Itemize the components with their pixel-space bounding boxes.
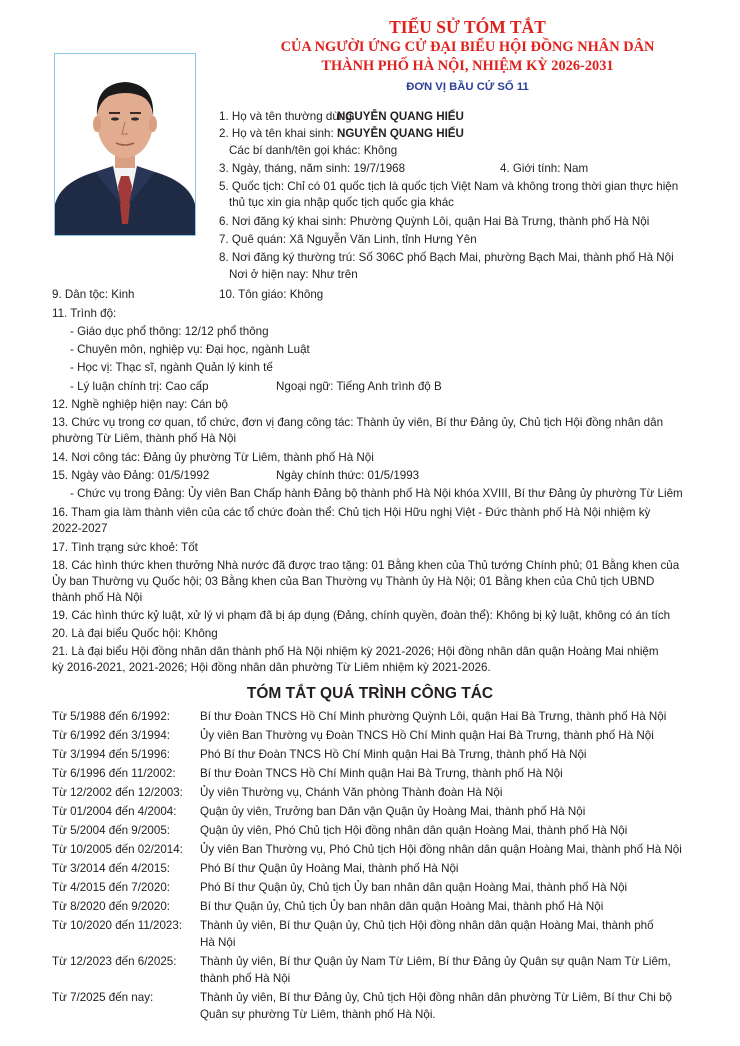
field-organizations-cont: 2022-2027 <box>52 522 108 535</box>
field-birth-name-value: NGUYỄN QUANG HIẾU <box>337 127 464 140</box>
career-description-line: Quận ủy viên, Trưởng ban Dân vận Quận ủy Hoàng Mai, thành phố Hà Nội <box>200 805 586 818</box>
document-title: TIỂU SỬ TÓM TẮT <box>389 17 546 37</box>
career-period: Từ 01/2004 đến 4/2004: <box>52 805 177 818</box>
field-council-delegate: 21. Là đại biểu Hội đồng nhân dân thành phố Hà Nội nhiệm kỳ 2021-2026; Hội đồng nhân dân quận Hoàng Mai nhiệm <box>52 645 659 658</box>
field-nationality: 5. Quốc tịch: Chỉ có 01 quốc tịch là quốc tịch Việt Nam và không trong thời gian thực hiện <box>219 180 679 193</box>
career-description-line: Quân sự phường Từ Liêm, thành phố Hà Nội. <box>200 1008 436 1021</box>
career-description <box>200 803 702 820</box>
career-row <box>52 898 702 915</box>
career-description <box>200 898 702 915</box>
career-period: Từ 6/1996 đến 11/2002: <box>52 767 176 780</box>
career-description <box>200 841 702 858</box>
career-description-line: Hà Nội <box>200 936 236 949</box>
career-description <box>200 708 702 725</box>
career-description-line: Bí thư Đoàn TNCS Hồ Chí Minh quận Hai Bà Trưng, thành phố Hà Nội <box>200 767 563 780</box>
career-period: Từ 5/2004 đến 9/2005: <box>52 824 170 837</box>
field-awards: 18. Các hình thức khen thưởng Nhà nước đã được trao tặng: 01 Bằng khen của Thủ tướng Chính phủ; 01 Bằng khen của <box>52 559 680 572</box>
career-description <box>200 989 702 1023</box>
career-row <box>52 746 702 763</box>
career-description-line: Ủy viên Thường vụ, Chánh Văn phòng Thành đoàn Hà Nội <box>200 786 503 799</box>
career-row <box>52 822 702 839</box>
career-row <box>52 727 702 744</box>
career-row <box>52 784 702 801</box>
career-period: Từ 12/2002 đến 12/2003: <box>52 786 183 799</box>
career-period: Từ 3/1994 đến 5/1996: <box>52 748 170 761</box>
career-row <box>52 765 702 782</box>
field-workplace: 14. Nơi công tác: Đảng ủy phường Từ Liêm, thành phố Hà Nội <box>52 451 374 464</box>
field-edu-degree: - Học vị: Thạc sĩ, ngành Quản lý kinh tế <box>70 361 273 374</box>
career-row <box>52 917 702 951</box>
field-edu-language: Ngoại ngữ: Tiếng Anh trình độ B <box>276 380 442 393</box>
field-common-name-value: NGUYỄN QUANG HIẾU <box>337 110 464 123</box>
career-description-line: Phó Bí thư Đoàn TNCS Hồ Chí Minh quận Hai Bà Trưng, thành phố Hà Nội <box>200 748 587 761</box>
field-health: 17. Tình trạng sức khoẻ: Tốt <box>52 541 198 554</box>
document-header <box>190 16 740 95</box>
field-birth-registration: 6. Nơi đăng ký khai sinh: Phường Quỳnh Lôi, quận Hai Bà Trưng, thành phố Hà Nội <box>219 215 650 228</box>
field-party-official-date: Ngày chính thức: 01/5/1993 <box>276 469 420 482</box>
career-row <box>52 879 702 896</box>
field-position: 13. Chức vụ trong cơ quan, tổ chức, đơn vị đang công tác: Thành ủy viên, Bí thư Đảng ủy, Chủ tịch Hội đồng nhân dân <box>52 416 664 429</box>
field-awards-cont-1: Ủy ban Thường vụ Quốc hội; 03 Bằng khen của Ban Thường vụ Thành ủy Hà Nội; 01 Bằng khen của Chủ tịch UBND <box>52 575 655 588</box>
career-row <box>52 989 702 1023</box>
career-description <box>200 879 702 896</box>
field-aliases: Các bí danh/tên gọi khác: Không <box>229 144 398 157</box>
career-description-line: Quận ủy viên, Phó Chủ tịch Hội đồng nhân dân quận Hoàng Mai, thành phố Hà Nội <box>200 824 628 837</box>
career-row <box>52 841 702 858</box>
field-party-position: - Chức vụ trong Đảng: Ủy viên Ban Chấp hành Đảng bộ thành phố Hà Nội khóa XVIII, Bí thư Đảng ủy phường Từ Liêm <box>70 487 683 500</box>
field-position-cont: phường Từ Liêm, thành phố Hà Nội <box>52 432 237 445</box>
career-description-line: Phó Bí thư Quận ủy Hoàng Mai, thành phố Hà Nội <box>200 862 459 875</box>
career-description-line: Bí thư Đoàn TNCS Hồ Chí Minh phường Quỳnh Lôi, quận Hai Bà Trưng, thành phố Hà Nội <box>200 710 667 723</box>
field-awards-cont-2: thành phố Hà Nội <box>52 591 143 604</box>
field-permanent-residence: 8. Nơi đăng ký thường trú: Số 306C phố Bạch Mai, phường Bạch Mai, thành phố Hà Nội <box>219 251 674 264</box>
career-description <box>200 860 702 877</box>
career-description <box>200 746 702 763</box>
field-ethnicity: 9. Dân tộc: Kinh <box>52 288 135 301</box>
career-description <box>200 953 702 987</box>
field-organizations: 16. Tham gia làm thành viên của các tổ chức đoàn thể: Chủ tịch Hội Hữu nghị Việt - Đức thành phố Hà Nội nhiệm kỳ <box>52 506 651 519</box>
career-period: Từ 3/2014 đến 4/2015: <box>52 862 170 875</box>
career-row <box>52 803 702 820</box>
career-description <box>200 822 702 839</box>
career-row <box>52 708 702 725</box>
field-nationality-cont: thủ tục xin gia nhập quốc tịch quốc gia khác <box>229 196 454 209</box>
career-period: Từ 12/2023 đến 6/2025: <box>52 955 177 968</box>
career-row <box>52 953 702 987</box>
career-row <box>52 860 702 877</box>
field-birth-name <box>219 125 464 142</box>
field-edu-politics: - Lý luận chính trị: Cao cấp <box>70 380 209 393</box>
career-description <box>200 917 702 951</box>
field-hometown: 7. Quê quán: Xã Nguyễn Văn Linh, tỉnh Hưng Yên <box>219 233 477 246</box>
career-description-line: Thành ủy viên, Bí thư Quận ủy Nam Từ Liêm, Bí thư Đảng ủy Quân sự quận Nam Từ Liêm, <box>200 955 671 968</box>
career-description <box>200 765 702 782</box>
career-period: Từ 8/2020 đến 9/2020: <box>52 900 170 913</box>
career-period: Từ 6/1992 đến 3/1994: <box>52 729 170 742</box>
field-party-join-date: 15. Ngày vào Đảng: 01/5/1992 <box>52 469 210 482</box>
field-education-title: 11. Trình độ: <box>52 307 117 320</box>
career-description-line: Ủy viên Ban Thường vụ, Phó Chủ tịch Hội đồng nhân dân quận Hoàng Mai, thành phố Hà Nội <box>200 843 682 856</box>
field-current-address: Nơi ở hiện nay: Như trên <box>229 268 358 281</box>
career-period: Từ 4/2015 đến 7/2020: <box>52 881 170 894</box>
field-occupation: 12. Nghề nghiệp hiện nay: Cán bộ <box>52 398 228 411</box>
career-description <box>200 727 702 744</box>
career-list <box>52 708 702 1025</box>
career-period: Từ 10/2005 đến 02/2014: <box>52 843 183 856</box>
document-subtitle-1: CỦA NGƯỜI ỨNG CỬ ĐẠI BIỂU HỘI ĐỒNG NHÂN DÂN <box>280 39 655 55</box>
career-description <box>200 784 702 801</box>
field-edu-major: - Chuyên môn, nghiệp vụ: Đại học, ngành Luật <box>70 343 310 356</box>
career-period: Từ 10/2020 đến 11/2023: <box>52 919 183 932</box>
field-gender: 4. Giới tính: Nam <box>500 162 589 175</box>
field-common-name-label: 1. Họ và tên thường dùng: <box>219 110 355 123</box>
field-na-delegate: 20. Là đại biểu Quốc hội: Không <box>52 627 218 640</box>
career-period: Từ 5/1988 đến 6/1992: <box>52 710 170 723</box>
career-description-line: Phó Bí thư Quận ủy, Chủ tịch Ủy ban nhân dân quận Hoàng Mai, thành phố Hà Nội <box>200 881 628 894</box>
field-discipline: 19. Các hình thức kỷ luật, xử lý vi phạm đã bị áp dụng (Đảng, chính quyền, đoàn thể): Không bị kỷ luật, không có án tích <box>52 609 671 622</box>
career-period: Từ 7/2025 đến nay: <box>52 991 154 1004</box>
career-description-line: Thành ủy viên, Bí thư Đảng ủy, Chủ tịch Hội đồng nhân dân phường Từ Liêm, Bí thư Chi bộ <box>200 991 672 1004</box>
candidate-portrait <box>54 53 196 236</box>
career-description-line: Thành ủy viên, Bí thư Quận ủy, Chủ tịch Hội đồng nhân dân quận Hoàng Mai, thành phố <box>200 919 654 932</box>
career-description-line: Ủy viên Ban Thường vụ Đoàn TNCS Hồ Chí Minh quận Hai Bà Trưng, thành phố Hà Nội <box>200 729 654 742</box>
field-council-delegate-cont: kỳ 2016-2021, 2021-2026; Hội đồng nhân dân phường Từ Liêm nhiệm kỳ 2021-2026. <box>52 661 491 674</box>
field-edu-general: - Giáo dục phổ thông: 12/12 phổ thông <box>70 325 269 338</box>
field-birth-date: 3. Ngày, tháng, năm sinh: 19/7/1968 <box>219 162 406 175</box>
field-common-name <box>219 108 464 125</box>
document-subtitle-2: THÀNH PHỐ HÀ NỘI, NHIỆM KỲ 2026-2031 <box>321 57 614 74</box>
electoral-unit: ĐƠN VỊ BẦU CỬ SỐ 11 <box>406 81 529 93</box>
career-description-line: thành phố Hà Nội <box>200 972 291 985</box>
field-birth-name-label: 2. Họ và tên khai sinh: <box>219 127 334 140</box>
career-description-line: Bí thư Quận ủy, Chủ tịch Ủy ban nhân dân quận Hoàng Mai, thành phố Hà Nội <box>200 900 604 913</box>
field-religion: 10. Tôn giáo: Không <box>219 288 324 301</box>
career-section-title: TÓM TẮT QUÁ TRÌNH CÔNG TÁC <box>246 685 494 702</box>
